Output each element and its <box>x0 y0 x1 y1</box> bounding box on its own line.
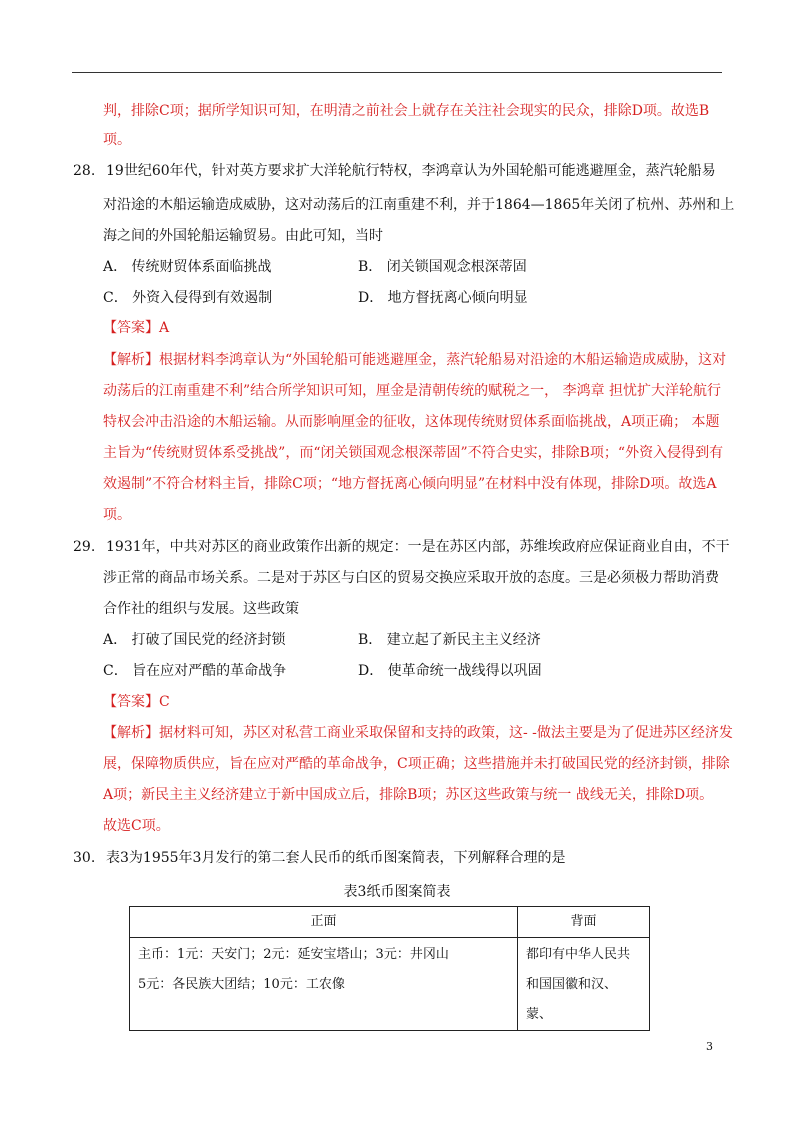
question-29-explanation-line: A项；新民主主义经济建立于新中国成立后，排除B项；苏区这些政策与统一 战线无关，排除D项。 <box>103 787 714 803</box>
question-28-option-d: D． 地方督抚离心倾向明显 <box>358 290 528 306</box>
question-29-number: 29. <box>73 539 96 555</box>
question-29-explanation-line: 故选C项。 <box>103 818 170 834</box>
table-cell-front <box>130 938 518 1031</box>
question-28-explanation-line: 项。 <box>103 507 131 523</box>
carryover-explanation-line: 项。 <box>103 132 131 148</box>
question-30-number: 30. <box>73 850 96 866</box>
page-number: 3 <box>706 1040 713 1053</box>
table-row <box>130 938 650 1031</box>
carryover-explanation-line: 判，排除C项；据所学知识可知，在明清之前社会上就存在关注社会现实的民众，排除D项。故选B <box>103 103 710 119</box>
question-29-option-c: C． 旨在应对严酷的革命战争 <box>103 663 287 679</box>
question-29-stem-line: 1931年，中共对苏区的商业政策作出新的规定：一是在苏区内部，苏维埃政府应保证商业自由，不干 <box>106 539 730 555</box>
question-29-explanation-line: 【解析】据材料可知，苏区对私营工商业采取保留和支持的政策，这- -做法主要是为了促进苏区经济发 <box>103 725 733 741</box>
question-29-stem-line: 合作社的组织与发展。这些政策 <box>103 601 299 617</box>
table-caption: 表3纸币图案简表 <box>343 884 451 900</box>
question-28-explanation-line: 效遏制”不符合材料主旨，排除C项；“地方督抚离心倾向明显”在材料中没有体现，排除D项。故选A <box>103 476 717 492</box>
question-28-option-b: B． 闭关锁国观念根深蒂固 <box>358 259 527 275</box>
question-28-answer: 【答案】A <box>103 320 170 336</box>
table-cell-back <box>518 938 650 1031</box>
question-28-explanation-line: 【解析】根据材料李鸿章认为“外国轮船可能逃避厘金，蒸汽轮船易对沿途的木船运输造成威胁，这对 <box>103 352 727 368</box>
question-28-explanation-line: 动荡后的江南重建不利”结合所学知识可知，厘金是清朝传统的赋税之一， 李鸿章 担忧扩大洋轮航行 <box>103 383 722 399</box>
question-28-option-a: A． 传统财贸体系面临挑战 <box>103 259 272 275</box>
header-rule <box>72 72 722 73</box>
question-28-stem-line: 对沿途的木船运输造成威胁，这对动荡后的江南重建不利，并于1864—1865年关闭了杭州、苏州和上 <box>103 197 735 213</box>
table-cell-front-line: 主币：1元：天安门；2元：延安宝塔山；3元：井冈山 <box>138 947 449 962</box>
banknote-pattern-table <box>129 906 650 1031</box>
question-29-explanation-line: 展，保障物质供应，旨在应对严酷的革命战争，C项正确；这些措施并未打破国民党的经济封锁，排除 <box>103 756 730 772</box>
table-cell-front-line: 5元：各民族大团结；10元：工农像 <box>138 977 345 992</box>
question-28-stem-line: 海之间的外国轮船运输贸易。由此可知，当时 <box>103 228 383 244</box>
table-cell-back-line: 都印有中华人民共 <box>526 947 631 962</box>
question-28-explanation-line: 主旨为“传统财贸体系受挑战”，而“闭关锁国观念根深蒂固”不符合史实，排除B项；“外资入侵得到有 <box>103 445 724 461</box>
question-28-explanation-line: 特权会冲击沿途的木船运输。从而影响厘金的征收，这体现传统财贸体系面临挑战，A项正确； 本题 <box>103 414 720 430</box>
table-header-front: 正面 <box>130 907 518 938</box>
table-header-row <box>130 907 650 938</box>
question-28-option-c: C． 外资入侵得到有效遏制 <box>103 290 273 306</box>
question-28-stem-line: 19世纪60年代，针对英方要求扩大洋轮航行特权，李鸿章认为外国轮船可能逃避厘金，蒸汽轮船易 <box>106 163 716 179</box>
question-29-option-b: B． 建立起了新民主主义经济 <box>358 632 541 648</box>
table-header-back: 背面 <box>518 907 650 938</box>
question-29-answer: 【答案】C <box>103 694 170 710</box>
question-29-option-d: D． 使革命统一战线得以巩固 <box>358 663 542 679</box>
table-cell-back-line: 和国国徽和汉、蒙、 <box>526 977 618 1022</box>
question-28-number: 28. <box>73 163 96 179</box>
question-29-stem-line: 涉正常的商品市场关系。二是对于苏区与白区的贸易交换应采取开放的态度。三是必须极力帮助消费 <box>103 570 719 586</box>
question-30-stem: 表3为1955年3月发行的第二套人民币的纸币图案简表，下列解释合理的是 <box>106 850 566 866</box>
question-29-option-a: A． 打破了国民党的经济封锁 <box>103 632 286 648</box>
